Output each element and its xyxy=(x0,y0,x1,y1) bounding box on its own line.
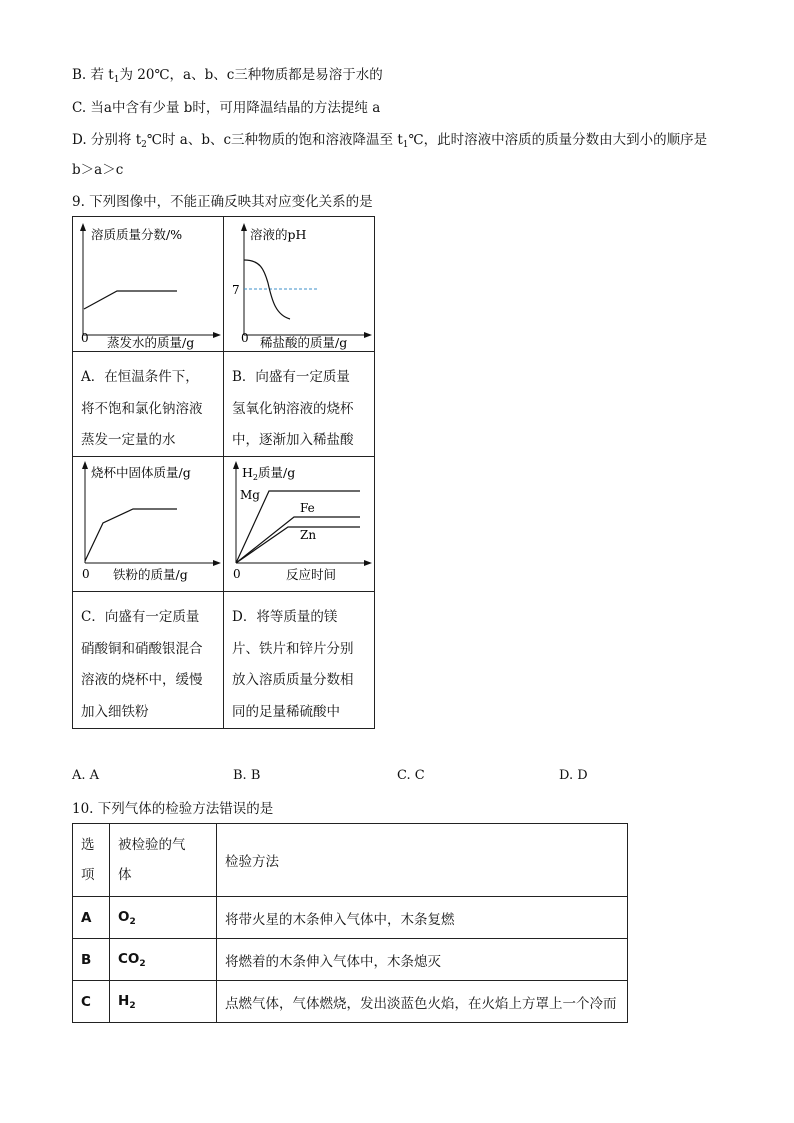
curve-zn xyxy=(236,527,360,563)
graph-a-origin: 0 xyxy=(81,331,89,345)
desc-c-cell xyxy=(73,592,224,729)
q10-table xyxy=(72,823,628,1023)
graph-b-xlabel: 稀盐酸的质量/g xyxy=(260,335,348,350)
graph-a-curve xyxy=(84,291,177,309)
graph-c-origin: 0 xyxy=(82,567,90,581)
desc-d-line3: 放入溶质质量分数相 xyxy=(232,672,354,688)
q8-option-c: C. 当a中含有少量 b时，可用降温结晶的方法提纯 a xyxy=(72,100,381,116)
series-label-fe: Fe xyxy=(300,501,315,515)
graph-b-cell xyxy=(224,217,375,352)
q10-header-row xyxy=(73,824,628,897)
q10-row-b-gas: $CO_2$ xyxy=(110,939,217,981)
curve-fe xyxy=(236,517,360,563)
graph-d-ylabel: $H_2$质量/g xyxy=(242,465,296,482)
desc-d-line4: 同的足量稀硫酸中 xyxy=(232,703,340,720)
desc-b-line1: B．向盛有一定质量 xyxy=(232,369,350,385)
q10-header-method: 检验方法 xyxy=(217,824,628,897)
desc-d-line2: 片、铁片和锌片分别 xyxy=(232,640,354,657)
q9-choice-d[interactable]: D. D xyxy=(559,768,588,783)
graph-c xyxy=(73,457,223,591)
table-row xyxy=(73,981,628,1023)
desc-d-line1: D．将等质量的镁 xyxy=(232,609,338,625)
q10-header-gas: 被检验的气 体 xyxy=(110,824,217,897)
q10-row-c-method: 点燃气体，气体燃烧，发出淡蓝色火焰，在火焰上方罩上一个冷而 xyxy=(217,981,628,1023)
q10-header-option: 选 项 xyxy=(73,824,110,897)
desc-a-line1: A．在恒温条件下， xyxy=(81,369,199,385)
graph-d-cell xyxy=(224,457,375,592)
graph-c-ylabel: 烧杯中固体质量/g xyxy=(91,465,191,480)
desc-b-line2: 氢氧化钠溶液的烧杯 xyxy=(232,400,354,417)
q9-graph-table xyxy=(72,216,375,729)
graph-a-ylabel: 溶质质量分数/% xyxy=(91,227,183,242)
q10-row-c-option: C xyxy=(73,981,110,1023)
graph-c-cell xyxy=(73,457,224,592)
desc-d-cell xyxy=(224,592,375,729)
q10-row-c-gas: $H_2$ xyxy=(110,981,217,1023)
q9-choice-c[interactable]: C. C xyxy=(397,768,425,783)
q10-stem: 10. 下列气体的检验方法错误的是 xyxy=(72,801,274,817)
q9-choice-a[interactable]: A. A xyxy=(72,768,100,783)
q9-choice-b[interactable]: B. B xyxy=(233,768,261,783)
desc-a-line3: 蒸发一定量的水 xyxy=(81,432,176,448)
graph-d xyxy=(224,457,374,591)
graph-c-xlabel: 铁粉的质量/g xyxy=(113,567,188,582)
desc-c-line1: C．向盛有一定质量 xyxy=(81,609,200,625)
graph-b-ylabel: 溶液的pH xyxy=(250,227,307,242)
desc-c-line4: 加入细铁粉 xyxy=(81,703,149,720)
table-row xyxy=(73,897,628,939)
q10-row-b-option: B xyxy=(73,939,110,981)
q8-option-b: B. 若 $t_1$为 20℃，a、b、c三种物质都是易溶于水的 xyxy=(72,67,383,85)
table-row xyxy=(73,939,628,981)
series-label-zn: Zn xyxy=(300,528,317,542)
graph-b-tick-7: 7 xyxy=(232,283,240,297)
desc-a-cell xyxy=(73,352,224,457)
graph-c-curve xyxy=(85,509,177,561)
series-label-mg: Mg xyxy=(240,488,260,502)
graph-b-origin: 0 xyxy=(241,331,249,345)
q10-row-a-gas: $O_2$ xyxy=(110,897,217,939)
graph-b xyxy=(224,217,374,351)
desc-b-cell xyxy=(224,352,375,457)
desc-c-line2: 硝酸铜和硝酸银混合 xyxy=(81,640,203,657)
q10-row-a-method: 将带火星的木条伸入气体中，木条复燃 xyxy=(217,897,628,939)
desc-b-line3: 中，逐渐加入稀盐酸 xyxy=(232,432,354,448)
q8-option-d-line2: b＞a＞c xyxy=(72,162,124,178)
q10-row-b-method: 将燃着的木条伸入气体中，木条熄灭 xyxy=(217,939,628,981)
desc-a-line2: 将不饱和氯化钠溶液 xyxy=(81,400,203,417)
q8-option-d: D. 分别将 $t_2℃$时 a、b、c三种物质的饱和溶液降温至 $t_1℃$，此时溶液中溶质的质量分数由大到小的顺序是 xyxy=(72,132,708,150)
q10-row-a-option: A xyxy=(73,897,110,939)
graph-a xyxy=(73,217,223,351)
graph-d-origin: 0 xyxy=(233,567,241,581)
desc-c-line3: 溶液的烧杯中，缓慢 xyxy=(81,672,203,688)
graph-d-xlabel: 反应时间 xyxy=(286,567,337,582)
graph-a-cell xyxy=(73,217,224,352)
graph-a-xlabel: 蒸发水的质量/g xyxy=(107,335,195,350)
q9-stem: 9. 下列图像中，不能正确反映其对应变化关系的是 xyxy=(72,194,373,210)
